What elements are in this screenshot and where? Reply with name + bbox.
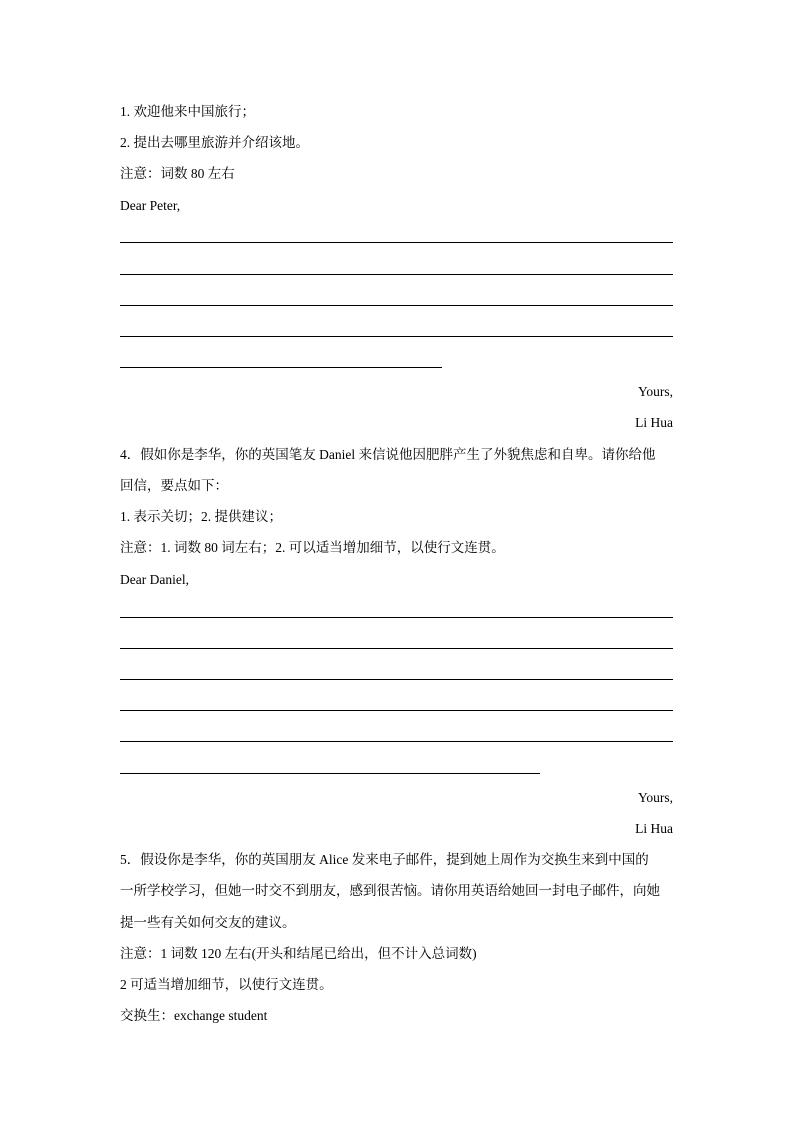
section5-glossary: 交换生：exchange student — [120, 1008, 268, 1023]
answer-line — [120, 336, 673, 337]
section5-prompt-line2: 一所学校学习，但她一时交不到朋友，感到很苦恼。请你用英语给她回一封电子邮件，向她 — [120, 883, 660, 898]
answer-line — [120, 274, 673, 275]
section5-prompt-line3: 提一些有关如何交友的建议。 — [120, 915, 296, 930]
section4-prompt-line2: 回信，要点如下： — [120, 478, 228, 493]
answer-line — [120, 710, 673, 711]
answer-line — [120, 679, 673, 680]
answer-line — [120, 242, 673, 243]
section5-note1: 注意：1 词数 120 左右(开头和结尾已给出，但不计入总词数) — [120, 946, 477, 961]
section3-note: 注意：词数 80 左右 — [120, 166, 235, 181]
answer-line — [120, 305, 673, 306]
section4-prompt-line1: 4．假如你是李华，你的英国笔友 Daniel 来信说他因肥胖产生了外貌焦虑和自卑。请你给他 — [120, 447, 656, 462]
section5-note2: 2 可适当增加细节，以使行文连贯。 — [120, 977, 333, 992]
section4-points: 1. 表示关切；2. 提供建议； — [120, 509, 282, 524]
section4-closing: Yours, — [637, 790, 673, 805]
section5-prompt-line1: 5．假设你是李华，你的英国朋友 Alice 发来电子邮件，提到她上周作为交换生来到中国的 — [120, 852, 649, 867]
answer-line — [120, 741, 673, 742]
answer-line-short — [120, 773, 540, 774]
section4-note: 注意：1. 词数 80 词左右；2. 可以适当增加细节，以使行文连贯。 — [120, 540, 505, 555]
answer-line-short — [120, 367, 442, 368]
section3-salutation: Dear Peter, — [120, 198, 181, 213]
section4-salutation: Dear Daniel, — [120, 572, 189, 587]
section3-signature: Li Hua — [635, 415, 673, 430]
section3-point2: 2. 提出去哪里旅游并介绍该地。 — [120, 135, 309, 150]
answer-line — [120, 648, 673, 649]
answer-line — [120, 617, 673, 618]
section4-signature: Li Hua — [635, 821, 673, 836]
section3-point1: 1. 欢迎他来中国旅行； — [120, 104, 255, 119]
section3-closing: Yours, — [637, 384, 673, 399]
